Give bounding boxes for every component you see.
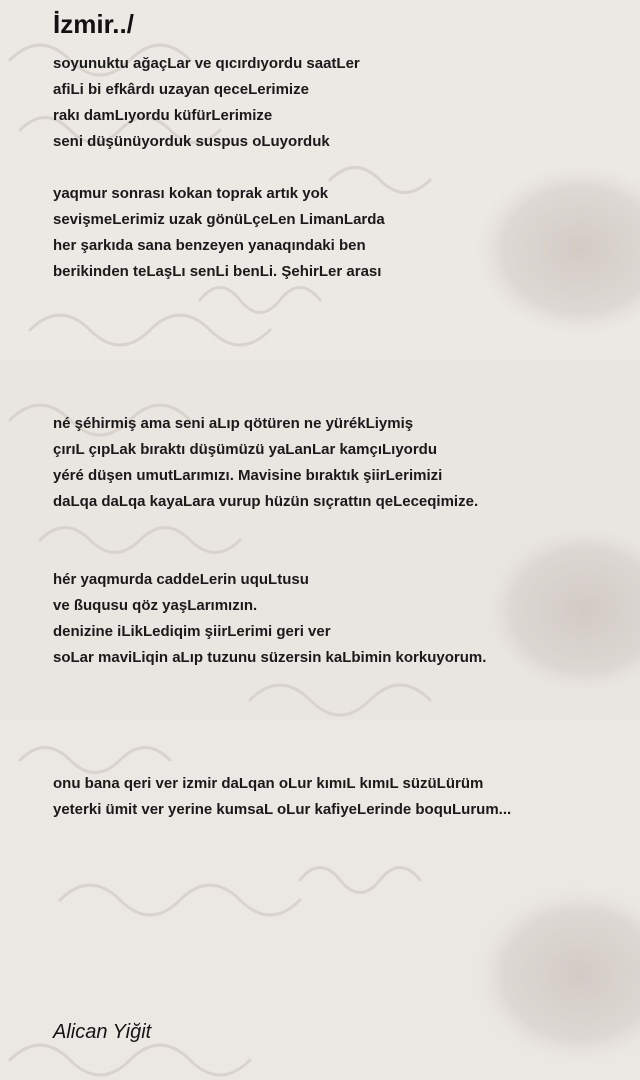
stanza-5 bbox=[53, 771, 511, 823]
poem-line: denizine iLikLediqim şiirLerimi geri ver bbox=[53, 623, 331, 640]
stanza-2 bbox=[53, 181, 385, 285]
poem-line: yéré düşen umutLarımızı. Mavisine bıraktık şiirLerimizi bbox=[53, 467, 443, 484]
stanza-1 bbox=[53, 51, 360, 155]
poem-title: İzmir../ bbox=[53, 9, 134, 39]
poem-line: daLqa daLqa kayaLara vurup hüzün sıçrattın qeLeceqimize. bbox=[53, 493, 479, 510]
poem-line: çırıL çıpLak bıraktı düşümüzü yaLanLar kamçıLıyordu bbox=[53, 441, 437, 458]
poem-line: ve ßuqusu qöz yaşLarımızın. bbox=[53, 597, 258, 614]
poem-line: onu bana qeri ver izmir daLqan oLur kımıL kımıL süzüLürüm bbox=[53, 775, 484, 792]
poem-line: soyunuktu ağaçLar ve qıcırdıyordu saatLer bbox=[53, 55, 360, 72]
poem-line: yaqmur sonrası kokan toprak artık yok bbox=[53, 185, 329, 202]
poem-line: seni düşünüyorduk suspus oLuyorduk bbox=[53, 133, 330, 150]
poem-line: hér yaqmurda caddeLerin uquLtusu bbox=[53, 571, 309, 588]
poem-line: her şarkıda sana benzeyen yanaqındaki ben bbox=[53, 237, 366, 254]
poem-line: né şéhirmiş ama seni aLıp qötüren ne yürékLiymiş bbox=[53, 415, 414, 432]
poem-line: yeterki ümit ver yerine kumsaL oLur kafiyeLerinde boquLurum... bbox=[53, 801, 512, 818]
poem-line: berikinden teLaşLı senLi benLi. ŞehirLer arası bbox=[53, 263, 382, 280]
poem-line: soLar maviLiqin aLıp tuzunu süzersin kaLbimin korkuyorum. bbox=[53, 649, 487, 666]
stanza-3 bbox=[53, 411, 478, 515]
poem-line: afiLi bi efkârdı uzayan qeceLerimize bbox=[53, 81, 309, 98]
poem-author: Alican Yiğit bbox=[53, 1021, 152, 1043]
stanza-4 bbox=[53, 567, 486, 671]
poem-line: sevişmeLerimiz uzak gönüLçeLen LimanLarda bbox=[53, 211, 385, 228]
poem-line: rakı damLıyordu küfürLerimize bbox=[53, 107, 273, 124]
